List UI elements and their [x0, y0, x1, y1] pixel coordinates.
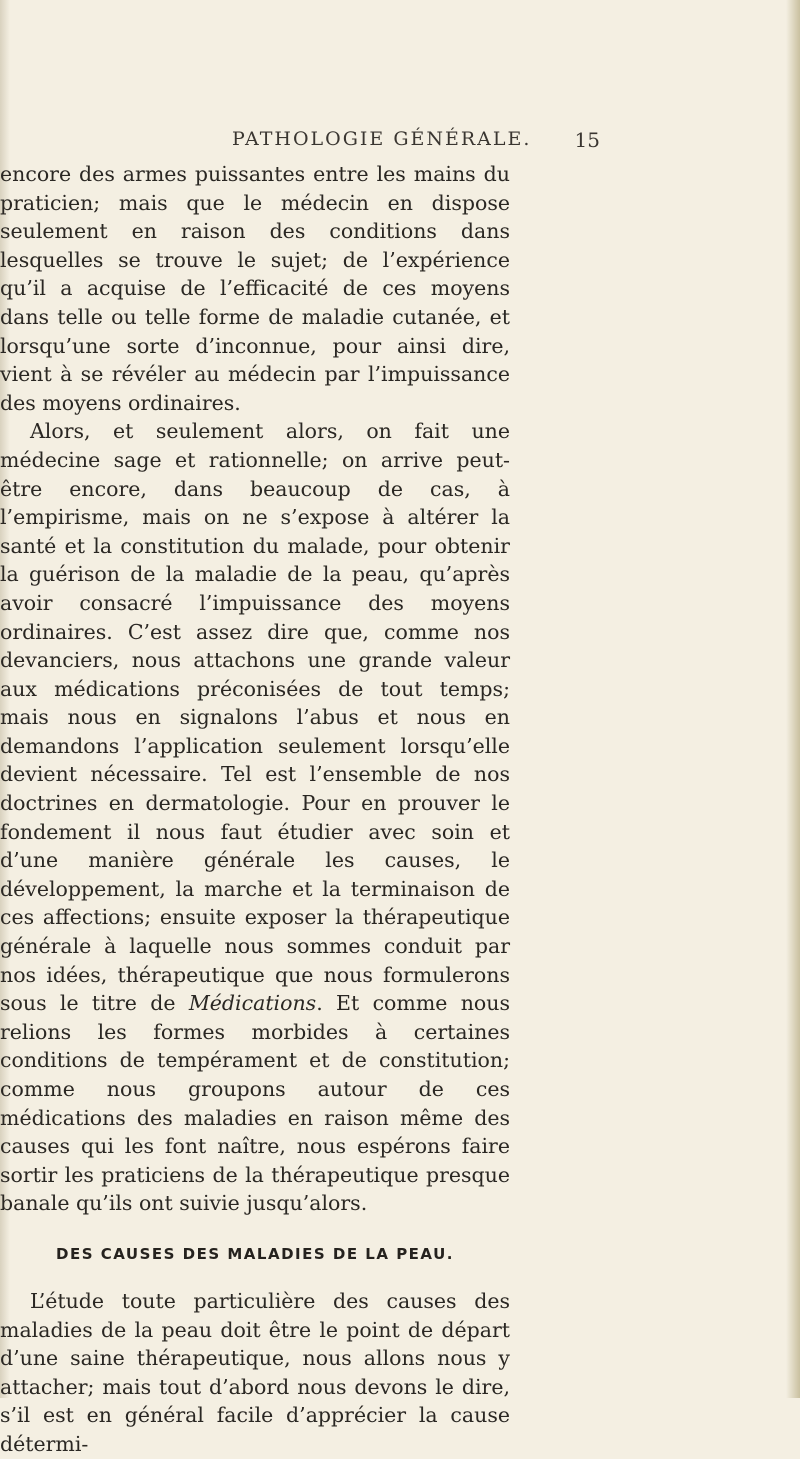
- section-paragraph: L’étude toute particulière des causes des maladies de la peau doit être le point de départ d’une saine thérapeutique, nous allons nous y attacher; mais tout d’abord nous devons le dire, s’il est en général facile d’apprécier la cause détermi-: [0, 1288, 510, 1456]
- page-header: [120, 128, 600, 158]
- running-title: PATHOLOGIE GÉNÉRALE.: [232, 128, 532, 150]
- page-edge-right: [786, 0, 800, 1398]
- italic-term: Médications: [188, 991, 317, 1016]
- page-number: 15: [574, 128, 600, 152]
- paragraph-2: Alors, et seulement alors, on fait une médecine sage et rationnelle; on arrive peut-être encore, dans beaucoup de cas, à l’empirisme, mais on ne s’expose à altérer la santé et la constitution du malade, pour obtenir la guérison de la maladie de la peau, qu’après avoir consacré l’impuissance des moyens ordinaires. C’est assez dire que, comme nos devanciers, nous attachons une grande valeur aux médications préconisées de tout temps; mais nous en signalons l’abus et nous en demandons l’application seulement lorsqu’elle devient nécessaire. Tel est l’ensemble de nos doctrines en dermatologie. Pour en prouver le fondement il nous faut étudier avec soin et d’une manière générale les causes, le développement, la marche et la terminaison de ces affections; ensuite exposer la thérapeutique générale à laquelle nous sommes conduit par nos idées, thérapeutique que nous formulerons sous le titre de Médications. Et comme nous relions les formes morbides à certaines conditions de tempérament et de constitution; comme nous groupons autour de ces médications des maladies en raison même des causes qui les font naître, nous espérons faire sortir les praticiens de la thérapeutique presque banale qu’ils ont suivie jusqu’alors.: [0, 419, 510, 1216]
- body-text: [0, 160, 510, 1459]
- paragraph-1: encore des armes puissantes entre les mains du praticien; mais que le médecin en dispose seulement en raison des conditions dans lesquelles se trouve le sujet; de l’expérience qu’il a acquise de l’efficacité de ces moyens dans telle ou telle forme de maladie cutanée, et lorsqu’une sorte d’inconnue, pour ainsi dire, vient à se révéler au médecin par l’impuissance des moyens ordinaires.: [0, 162, 510, 415]
- section-heading: DES CAUSES DES MALADIES DE LA PEAU.: [56, 1244, 454, 1263]
